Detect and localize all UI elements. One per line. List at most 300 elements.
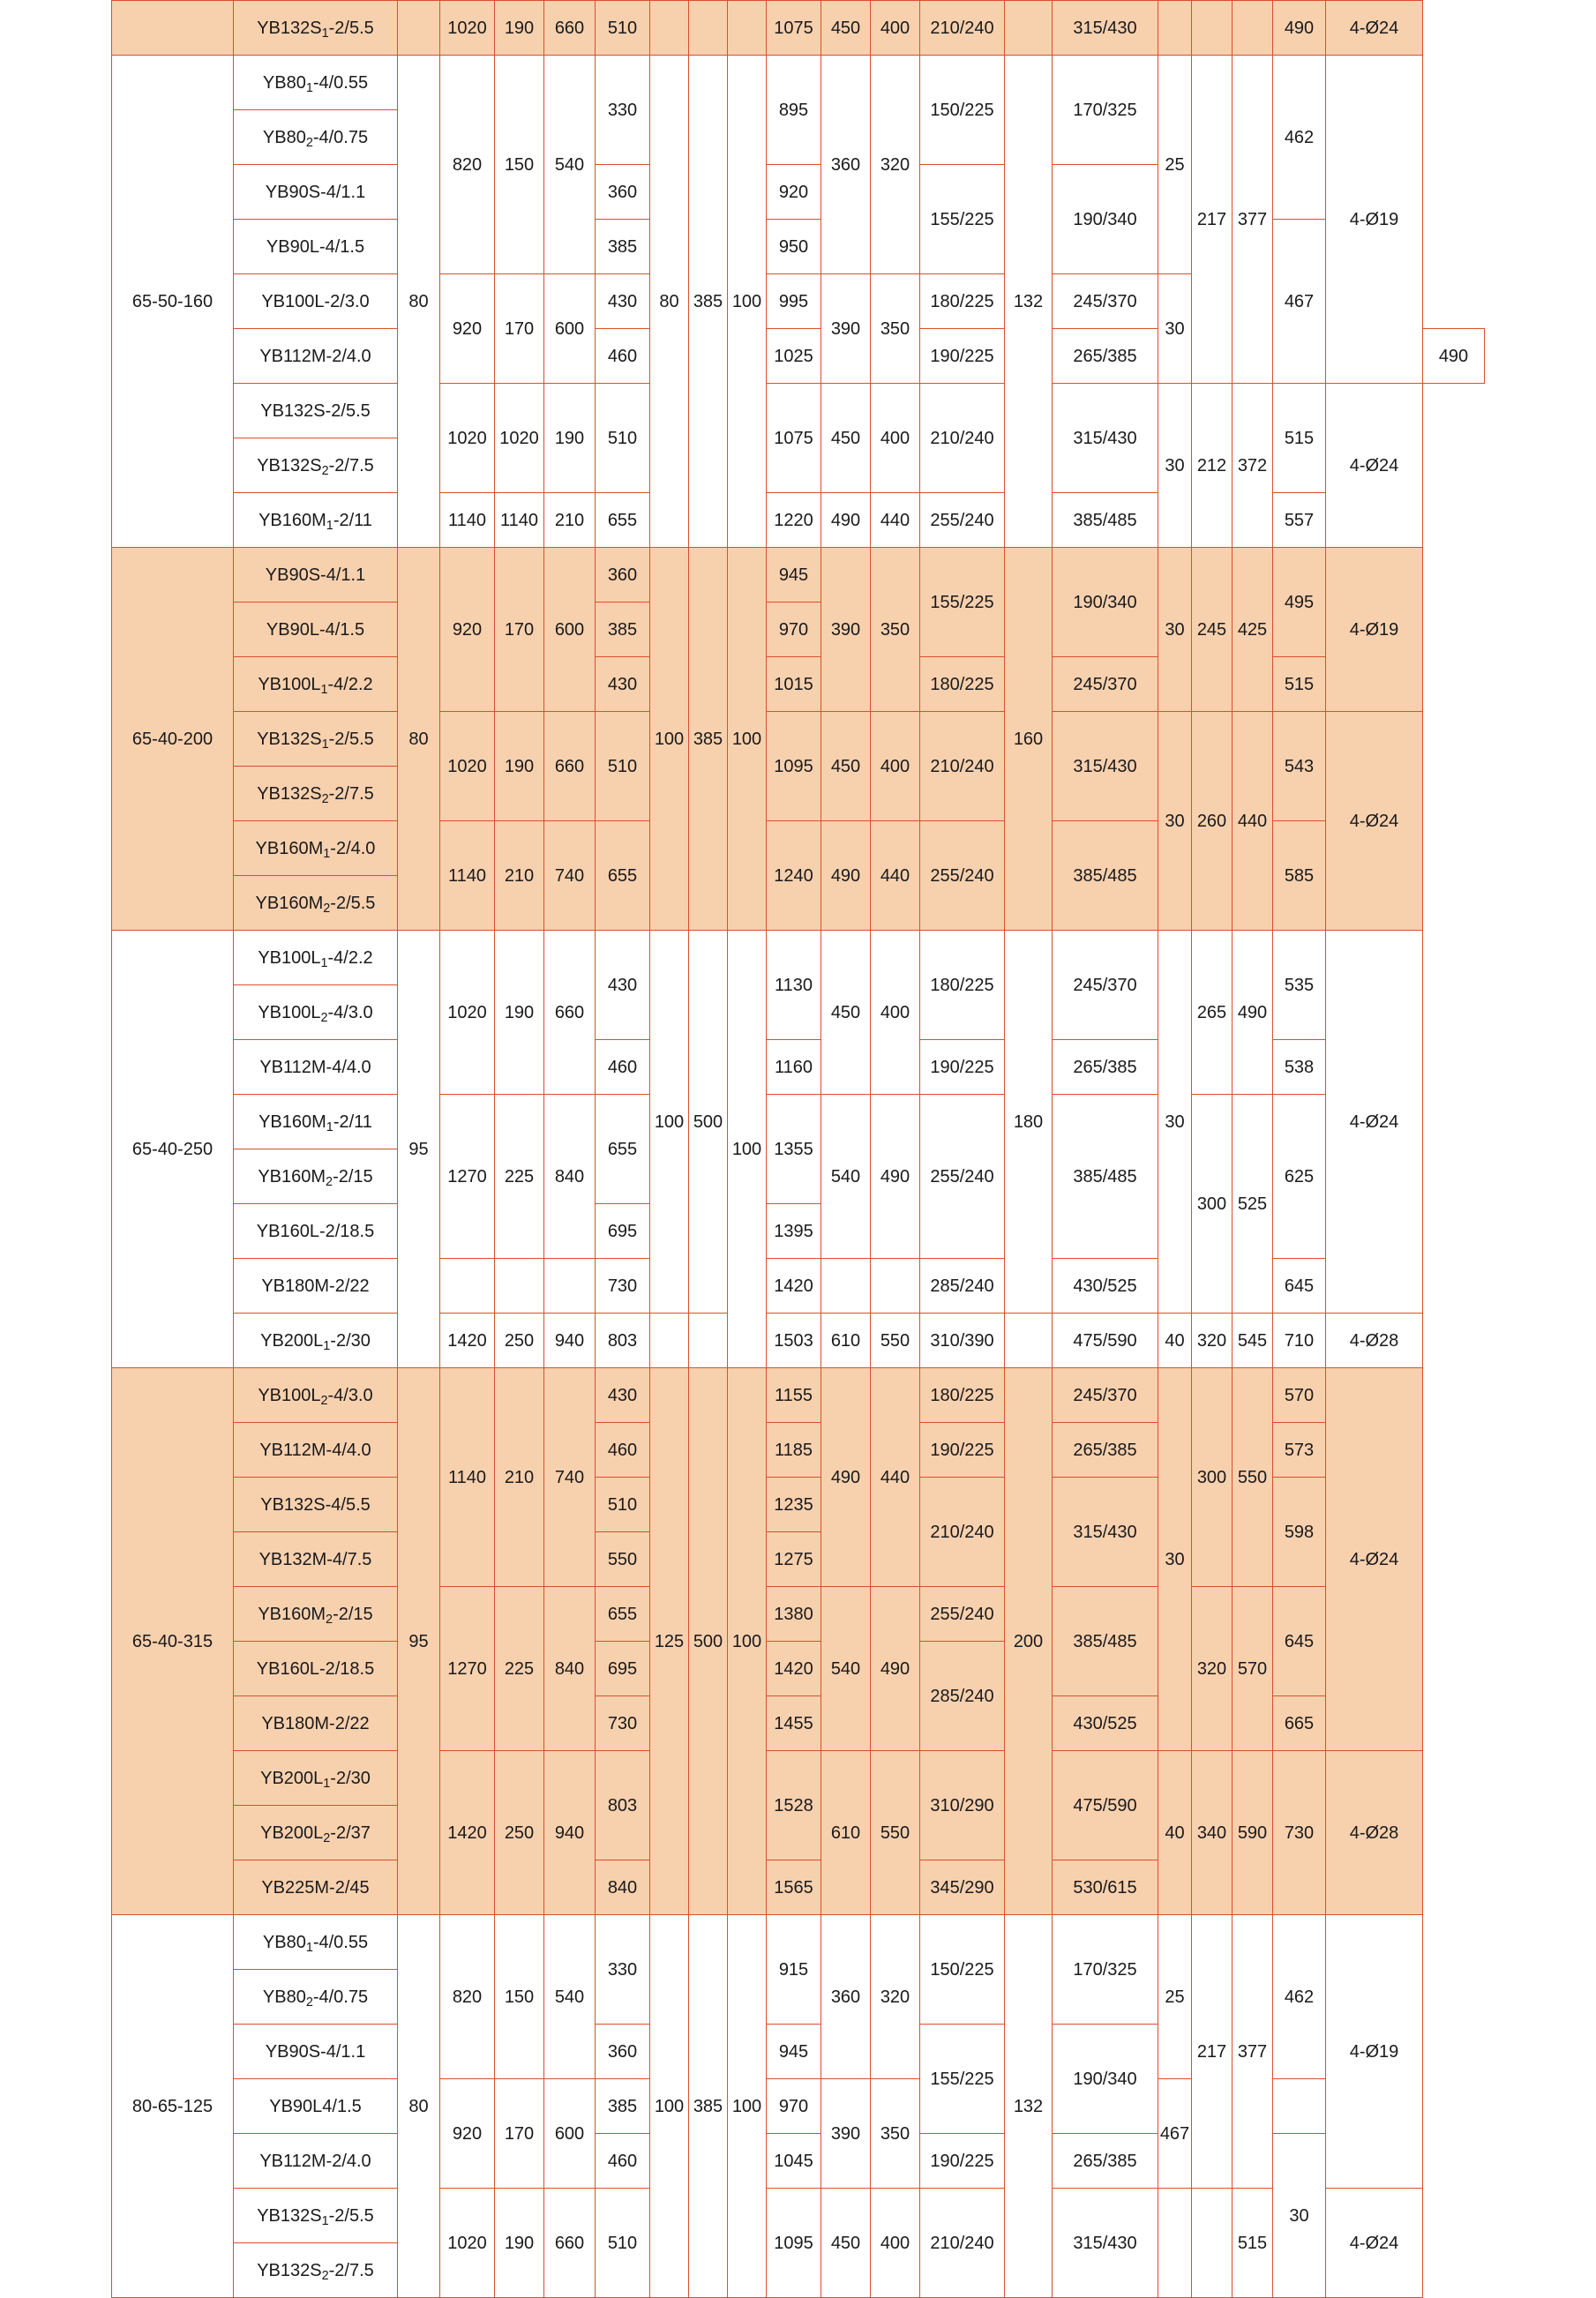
cell-B2: 320 bbox=[871, 56, 920, 274]
table-row bbox=[112, 1, 1485, 56]
cell-a: 95 bbox=[398, 931, 440, 1368]
table-row bbox=[112, 931, 1485, 985]
cell-W: 490 bbox=[1273, 1, 1326, 56]
cell-f: 100 bbox=[650, 548, 689, 931]
cell-a: 95 bbox=[398, 1368, 440, 1915]
cell-d1: 25 bbox=[1158, 56, 1192, 274]
cell-B2: 400 bbox=[871, 1, 920, 56]
cell-f: 125 bbox=[650, 1368, 689, 1915]
cell-n2: 200 bbox=[1005, 1368, 1053, 1915]
cell-L3: 600 bbox=[544, 274, 596, 384]
model-cell: $YB160M_2-2/15$ bbox=[234, 1149, 398, 1204]
cell-bolts: 4-Ø19 bbox=[1326, 56, 1423, 384]
cell-H: 330 bbox=[596, 1915, 650, 2025]
cell-d3: 377 bbox=[1233, 1915, 1273, 2189]
cell-B: 895 bbox=[767, 56, 821, 165]
cell-B: 1380 bbox=[767, 1587, 821, 1642]
cell-d1: 30 bbox=[1158, 384, 1192, 548]
model-cell: $YB100L_1-4/2.2$ bbox=[234, 657, 398, 712]
cell-bolts: 4-Ø24 bbox=[1326, 1368, 1423, 1751]
cell-H: 385 bbox=[596, 603, 650, 657]
cell-n3: 190/340 bbox=[1053, 165, 1158, 274]
cell-n1: 285/240 bbox=[920, 1642, 1005, 1751]
cell-L2: 150 bbox=[495, 1915, 544, 2079]
model-cell: YB90L-4/1.5 bbox=[234, 603, 398, 657]
cell-W: 570 bbox=[1273, 1368, 1326, 1423]
model-cell: $YB132S_2-2/7.5$ bbox=[234, 2243, 398, 2298]
cell-B2: 400 bbox=[871, 2189, 920, 2298]
model-cell: YB112M-4/4.0 bbox=[234, 1040, 398, 1095]
cell-d1: 30 bbox=[1158, 1368, 1192, 1751]
cell-n3: 530/615 bbox=[1053, 1860, 1158, 1915]
cell-n1: 180/225 bbox=[920, 1368, 1005, 1423]
model-cell: $YB80_1-4/0.55$ bbox=[234, 56, 398, 110]
cell-d1 bbox=[1158, 1, 1192, 56]
cell-d3: 545 bbox=[1233, 1314, 1273, 1368]
cell-d2: 320 bbox=[1192, 1314, 1233, 1368]
cell-L3: 660 bbox=[544, 2189, 596, 2298]
cell-L2: 190 bbox=[495, 2189, 544, 2298]
cell-B1: 360 bbox=[821, 56, 871, 274]
table-row bbox=[112, 2079, 1485, 2134]
cell-bolts: 4-Ø28 bbox=[1326, 1751, 1423, 1915]
table-row bbox=[112, 548, 1485, 603]
model-cell: $YB160M_2-2/15$ bbox=[234, 1587, 398, 1642]
cell-d1: 30 bbox=[1158, 931, 1192, 1314]
model-cell: YB100L-2/3.0 bbox=[234, 274, 398, 329]
cell-L3: 940 bbox=[544, 1751, 596, 1915]
table-row bbox=[112, 493, 1485, 548]
cell-W: 645 bbox=[1273, 1587, 1326, 1696]
cell-n1: 180/225 bbox=[920, 931, 1005, 1040]
cell-h: 100 bbox=[728, 1915, 767, 2298]
cell-W: 645 bbox=[1273, 1259, 1326, 1314]
cell-d3: 490 bbox=[1233, 931, 1273, 1095]
model-cell: YB112M-2/4.0 bbox=[234, 329, 398, 384]
cell-H: 655 bbox=[596, 493, 650, 548]
cell-n3: 315/430 bbox=[1053, 712, 1158, 821]
cell-B1: 450 bbox=[821, 1, 871, 56]
cell-B: 1160 bbox=[767, 1040, 821, 1095]
model-cell: YB90S-4/1.1 bbox=[234, 165, 398, 220]
cell-L1: 1420 bbox=[440, 1751, 495, 1915]
table-row bbox=[112, 2134, 1485, 2189]
cell-B2: 400 bbox=[871, 384, 920, 493]
cell-n1: 155/225 bbox=[920, 165, 1005, 274]
cell-H: 430 bbox=[596, 657, 650, 712]
cell-d1: 30 bbox=[1158, 712, 1192, 931]
cell-n1: 255/240 bbox=[920, 1587, 1005, 1642]
cell-H: 803 bbox=[596, 1314, 650, 1368]
cell-W: 515 bbox=[1273, 384, 1326, 493]
cell-a: 80 bbox=[398, 1915, 440, 2298]
cell-L1: 1020 bbox=[440, 931, 495, 1095]
cell-d3 bbox=[1233, 1, 1273, 56]
cell-d2: 320 bbox=[1192, 1587, 1233, 1751]
cell-n1: 180/225 bbox=[920, 657, 1005, 712]
cell-H: 840 bbox=[596, 1860, 650, 1915]
cell-d3: 372 bbox=[1233, 384, 1273, 548]
cell-B: 1025 bbox=[767, 329, 821, 384]
cell-n1: 210/240 bbox=[920, 1478, 1005, 1587]
cell-B1: 450 bbox=[821, 712, 871, 821]
cell-L1: 1270 bbox=[440, 1095, 495, 1259]
model-cell: $YB80_2-4/0.75$ bbox=[234, 110, 398, 165]
table-row bbox=[112, 821, 1485, 876]
cell-H: 360 bbox=[596, 2025, 650, 2079]
cell-B: 970 bbox=[767, 2079, 821, 2134]
cell-d2: 265 bbox=[1192, 931, 1233, 1095]
cell-L3: 940 bbox=[544, 1314, 596, 1368]
cell-B1: 450 bbox=[821, 2189, 871, 2298]
model-cell: $YB160M_1-2/11$ bbox=[234, 1095, 398, 1149]
cell-B: 1420 bbox=[767, 1642, 821, 1696]
cell-d1: 40 bbox=[1158, 1314, 1192, 1368]
cell-d2: 300 bbox=[1192, 1095, 1233, 1314]
cell-B2 bbox=[871, 1259, 920, 1314]
cell-W: 467 bbox=[1158, 2079, 1192, 2189]
table-row bbox=[112, 384, 1485, 438]
model-cell: $YB132S_1-2/5.5$ bbox=[234, 2189, 398, 2243]
cell-d3: 525 bbox=[1233, 1095, 1273, 1314]
model-cell: YB225M-2/45 bbox=[234, 1860, 398, 1915]
cell-B: 1095 bbox=[767, 2189, 821, 2298]
cell-L3: 540 bbox=[544, 56, 596, 274]
cell-B1: 450 bbox=[821, 384, 871, 493]
cell-W: 490 bbox=[1423, 329, 1485, 384]
cell-d3: 377 bbox=[1233, 56, 1273, 384]
series-cell: 80-65-125 bbox=[112, 1915, 234, 2298]
cell-d3 bbox=[1192, 2189, 1233, 2298]
model-cell: $YB200L_1-2/30$ bbox=[234, 1314, 398, 1368]
cell-H: 385 bbox=[596, 220, 650, 274]
cell-n2: 132 bbox=[1005, 1915, 1053, 2298]
cell-n1: 180/225 bbox=[920, 274, 1005, 329]
cell-n1: 190/225 bbox=[920, 329, 1005, 384]
cell-g: 385 bbox=[689, 56, 728, 548]
cell-h: 100 bbox=[728, 548, 767, 931]
cell-B1: 490 bbox=[821, 493, 871, 548]
cell-H: 695 bbox=[596, 1204, 650, 1259]
cell-W: 730 bbox=[1273, 1751, 1326, 1915]
cell-L3: 660 bbox=[544, 931, 596, 1095]
cell-n1: 155/225 bbox=[920, 2025, 1005, 2134]
cell-Lx: 1020 bbox=[495, 384, 544, 493]
cell-B2: 350 bbox=[871, 274, 920, 384]
cell-B: 1275 bbox=[767, 1532, 821, 1587]
cell-L2: 250 bbox=[495, 1314, 544, 1368]
cell-bolts: 4-Ø24 bbox=[1326, 712, 1423, 931]
table-row bbox=[112, 1259, 1485, 1314]
cell-f bbox=[650, 1, 689, 56]
cell-n3: 265/385 bbox=[1053, 329, 1158, 384]
model-cell: YB90S-4/1.1 bbox=[234, 2025, 398, 2079]
cell-L2: 150 bbox=[495, 56, 544, 274]
cell-n3: 385/485 bbox=[1053, 1587, 1158, 1696]
table-body bbox=[112, 1, 1485, 2298]
cell-L3: 740 bbox=[544, 1368, 596, 1587]
cell-H: 510 bbox=[596, 2189, 650, 2298]
model-cell: YB132S-4/5.5 bbox=[234, 1478, 398, 1532]
cell-g: 500 bbox=[689, 1368, 728, 1915]
cell-B2: 400 bbox=[871, 712, 920, 821]
cell-W: 495 bbox=[1273, 548, 1326, 657]
cell-B1: 390 bbox=[821, 274, 871, 384]
model-cell: $YB100L_2-4/3.0$ bbox=[234, 985, 398, 1040]
cell-W: 462 bbox=[1273, 56, 1326, 220]
cell-L1: 1020 bbox=[440, 2189, 495, 2298]
model-cell: YB132M-4/7.5 bbox=[234, 1532, 398, 1587]
cell-H: 460 bbox=[596, 329, 650, 384]
cell-W: 543 bbox=[1273, 712, 1326, 821]
cell-L2: 225 bbox=[495, 1095, 544, 1259]
cell-n3: 265/385 bbox=[1053, 2134, 1158, 2189]
cell-L2: 210 bbox=[544, 493, 596, 548]
cell-L3: 540 bbox=[544, 1915, 596, 2079]
cell-n1: 210/240 bbox=[920, 2189, 1005, 2298]
cell-n3: 265/385 bbox=[1053, 1423, 1158, 1478]
cell-W: 665 bbox=[1273, 1696, 1326, 1751]
cell-g: 385 bbox=[689, 548, 728, 931]
cell-f: 80 bbox=[650, 56, 689, 548]
cell-B1: 540 bbox=[821, 1587, 871, 1751]
cell-W: 515 bbox=[1273, 657, 1326, 712]
cell-H: 550 bbox=[596, 1532, 650, 1587]
model-cell: $YB100L_1-4/2.2$ bbox=[234, 931, 398, 985]
cell-d2: 300 bbox=[1192, 1368, 1233, 1587]
cell-B: 1075 bbox=[767, 384, 821, 493]
series-cell: 65-50-160 bbox=[112, 56, 234, 548]
cell-L2: 170 bbox=[495, 274, 544, 384]
cell-n1: 310/290 bbox=[920, 1751, 1005, 1860]
cell-bolts: 4-Ø28 bbox=[1326, 1314, 1423, 1368]
cell-L3: 740 bbox=[544, 821, 596, 931]
cell-L1: 920 bbox=[440, 2079, 495, 2189]
cell-f: 100 bbox=[650, 931, 689, 1314]
cell-B: 915 bbox=[767, 1915, 821, 2025]
model-cell: YB112M-4/4.0 bbox=[234, 1423, 398, 1478]
cell-n2 bbox=[1005, 1, 1053, 56]
cell-H: 655 bbox=[596, 1587, 650, 1642]
cell-B: 1235 bbox=[767, 1478, 821, 1532]
cell-d1: 40 bbox=[1158, 1751, 1192, 1915]
cell-d3: 425 bbox=[1233, 548, 1273, 712]
table-row bbox=[112, 56, 1485, 110]
series-cell: 65-40-200 bbox=[112, 548, 234, 931]
cell-d2: 340 bbox=[1192, 1751, 1233, 1915]
model-cell: $YB132S_2-2/7.5$ bbox=[234, 438, 398, 493]
cell-H: 460 bbox=[596, 1040, 650, 1095]
cell-L3: 840 bbox=[544, 1587, 596, 1751]
cell-h: 100 bbox=[728, 1368, 767, 1915]
cell-n2: 160 bbox=[1005, 548, 1053, 931]
cell-n3: 245/370 bbox=[1053, 274, 1158, 329]
cell-H: 510 bbox=[596, 384, 650, 493]
cell-h: 100 bbox=[728, 56, 767, 548]
model-cell: $YB132S_1-2/5.5$ bbox=[234, 712, 398, 767]
table-row bbox=[112, 1095, 1485, 1149]
cell-H: 430 bbox=[596, 931, 650, 1040]
cell-B: 1395 bbox=[767, 1204, 821, 1259]
cell-B1: 390 bbox=[821, 548, 871, 712]
cell-L1: 1140 bbox=[440, 1368, 495, 1587]
table-row bbox=[112, 1368, 1485, 1423]
cell-H: 330 bbox=[596, 56, 650, 165]
cell-n1: 255/240 bbox=[920, 1095, 1005, 1259]
cell-H: 430 bbox=[596, 1368, 650, 1423]
cell-B1: 360 bbox=[821, 1915, 871, 2079]
cell-L3: 660 bbox=[544, 1, 596, 56]
cell-n2 bbox=[1005, 1314, 1053, 1368]
cell-L2: 210 bbox=[495, 821, 544, 931]
cell-B2: 400 bbox=[871, 931, 920, 1095]
cell-n1: 310/390 bbox=[920, 1314, 1005, 1368]
cell-B1: 610 bbox=[821, 1751, 871, 1915]
cell-n3: 385/485 bbox=[1053, 1095, 1158, 1259]
cell-L2: 210 bbox=[495, 1368, 544, 1587]
cell-f bbox=[650, 1314, 689, 1368]
cell-n3: 170/325 bbox=[1053, 1915, 1158, 2025]
cell-L1: 1270 bbox=[440, 1587, 495, 1751]
cell-B2: 550 bbox=[871, 1314, 920, 1368]
table-row bbox=[112, 1587, 1485, 1642]
cell-B: 945 bbox=[767, 2025, 821, 2079]
cell-B2: 440 bbox=[871, 821, 920, 931]
cell-B2: 550 bbox=[871, 1751, 920, 1915]
cell-L3 bbox=[544, 1259, 596, 1314]
cell-Lx: 1140 bbox=[495, 493, 544, 548]
cell-d2: 245 bbox=[1192, 548, 1233, 712]
cell-W: 710 bbox=[1273, 1314, 1326, 1368]
cell-bolts: 4-Ø24 bbox=[1326, 2189, 1423, 2298]
cell-n1: 345/290 bbox=[920, 1860, 1005, 1915]
cell-d2: 217 bbox=[1192, 1915, 1233, 2189]
cell-g: 385 bbox=[689, 1915, 728, 2298]
cell-n1: 255/240 bbox=[920, 493, 1005, 548]
cell-H: 385 bbox=[596, 2079, 650, 2134]
cell-H: 510 bbox=[596, 1478, 650, 1532]
cell-L1: 1020 bbox=[440, 712, 495, 821]
model-cell: YB90L-4/1.5 bbox=[234, 220, 398, 274]
cell-B1: 540 bbox=[821, 1095, 871, 1259]
cell-B: 1355 bbox=[767, 1095, 821, 1204]
cell-L1: 1020 bbox=[440, 1, 495, 56]
cell-n3: 265/385 bbox=[1053, 1040, 1158, 1095]
table-row bbox=[112, 1423, 1485, 1478]
model-cell: $YB132S_2-2/7.5$ bbox=[234, 767, 398, 821]
cell-B2: 440 bbox=[871, 493, 920, 548]
cell-B: 1075 bbox=[767, 1, 821, 56]
table-row bbox=[112, 220, 1485, 274]
cell-H: 803 bbox=[596, 1751, 650, 1860]
cell-d3: 550 bbox=[1233, 1368, 1273, 1587]
cell-n1: 285/240 bbox=[920, 1259, 1005, 1314]
cell-bolts: 4-Ø19 bbox=[1326, 1915, 1423, 2189]
table-row bbox=[112, 1751, 1485, 1806]
cell-d1: 30 bbox=[1158, 274, 1192, 384]
cell-L1: 820 bbox=[440, 56, 495, 274]
cell-L2 bbox=[495, 1259, 544, 1314]
cell-L1 bbox=[440, 1259, 495, 1314]
cell-H: 460 bbox=[596, 2134, 650, 2189]
cell-n1: 150/225 bbox=[920, 1915, 1005, 2025]
series-cell bbox=[112, 1, 234, 56]
cell-a: 80 bbox=[398, 56, 440, 548]
table-row bbox=[112, 712, 1485, 767]
cell-L2: 190 bbox=[495, 931, 544, 1095]
cell-W: 625 bbox=[1273, 1095, 1326, 1259]
cell-n1: 210/240 bbox=[920, 384, 1005, 493]
cell-n1: 190/225 bbox=[920, 2134, 1005, 2189]
cell-n3: 190/340 bbox=[1053, 2025, 1158, 2134]
cell-n2: 132 bbox=[1005, 56, 1053, 548]
cell-W: 462 bbox=[1273, 1915, 1326, 2079]
table-row bbox=[112, 657, 1485, 712]
cell-B: 1095 bbox=[767, 712, 821, 821]
cell-B2: 320 bbox=[871, 1915, 920, 2079]
cell-W: 515 bbox=[1233, 2189, 1273, 2298]
cell-B1 bbox=[821, 1259, 871, 1314]
cell-n3: 315/430 bbox=[1053, 1, 1158, 56]
cell-W: 573 bbox=[1273, 1423, 1326, 1478]
cell-B: 1455 bbox=[767, 1696, 821, 1751]
cell-B: 1015 bbox=[767, 657, 821, 712]
cell-L3: 840 bbox=[544, 1095, 596, 1259]
cell-W: 598 bbox=[1273, 1478, 1326, 1587]
cell-L1: 820 bbox=[440, 1915, 495, 2079]
cell-H: 695 bbox=[596, 1642, 650, 1696]
cell-d3: 570 bbox=[1233, 1587, 1273, 1751]
cell-B: 1565 bbox=[767, 1860, 821, 1915]
cell-H: 730 bbox=[596, 1259, 650, 1314]
cell-B1: 610 bbox=[821, 1314, 871, 1368]
table-row bbox=[112, 1915, 1485, 1970]
cell-n3: 170/325 bbox=[1053, 56, 1158, 165]
cell-n3: 315/430 bbox=[1053, 1478, 1158, 1587]
cell-B1: 390 bbox=[821, 2079, 871, 2189]
cell-B: 970 bbox=[767, 603, 821, 657]
cell-n1: 155/225 bbox=[920, 548, 1005, 657]
cell-L3: 600 bbox=[544, 2079, 596, 2189]
cell-a: 80 bbox=[398, 548, 440, 931]
cell-B: 1240 bbox=[767, 821, 821, 931]
model-cell: $YB160M_1-2/11$ bbox=[234, 493, 398, 548]
model-cell: YB112M-2/4.0 bbox=[234, 2134, 398, 2189]
cell-n3: 430/525 bbox=[1053, 1696, 1158, 1751]
cell-H: 655 bbox=[596, 1095, 650, 1204]
cell-n3: 315/430 bbox=[1053, 384, 1158, 493]
cell-B2: 440 bbox=[871, 1368, 920, 1587]
cell-n3: 245/370 bbox=[1053, 931, 1158, 1040]
cell-n3: 190/340 bbox=[1053, 548, 1158, 657]
cell-B1: 450 bbox=[821, 931, 871, 1095]
cell-B: 950 bbox=[767, 220, 821, 274]
cell-L1: 1140 bbox=[440, 493, 495, 548]
series-cell: 65-40-250 bbox=[112, 931, 234, 1368]
cell-B: 1185 bbox=[767, 1423, 821, 1478]
cell-L1: 920 bbox=[440, 548, 495, 712]
cell-d1: 30 bbox=[1158, 548, 1192, 712]
cell-H: 510 bbox=[596, 712, 650, 821]
cell-n3: 430/525 bbox=[1053, 1259, 1158, 1314]
model-cell: $YB200L_1-2/30$ bbox=[234, 1751, 398, 1806]
cell-B2: 350 bbox=[871, 548, 920, 712]
cell-H: 460 bbox=[596, 1423, 650, 1478]
cell-g bbox=[689, 1314, 728, 1368]
cell-B: 1503 bbox=[767, 1314, 821, 1368]
cell-n3: 385/485 bbox=[1053, 493, 1158, 548]
cell-d2: 212 bbox=[1192, 384, 1233, 548]
